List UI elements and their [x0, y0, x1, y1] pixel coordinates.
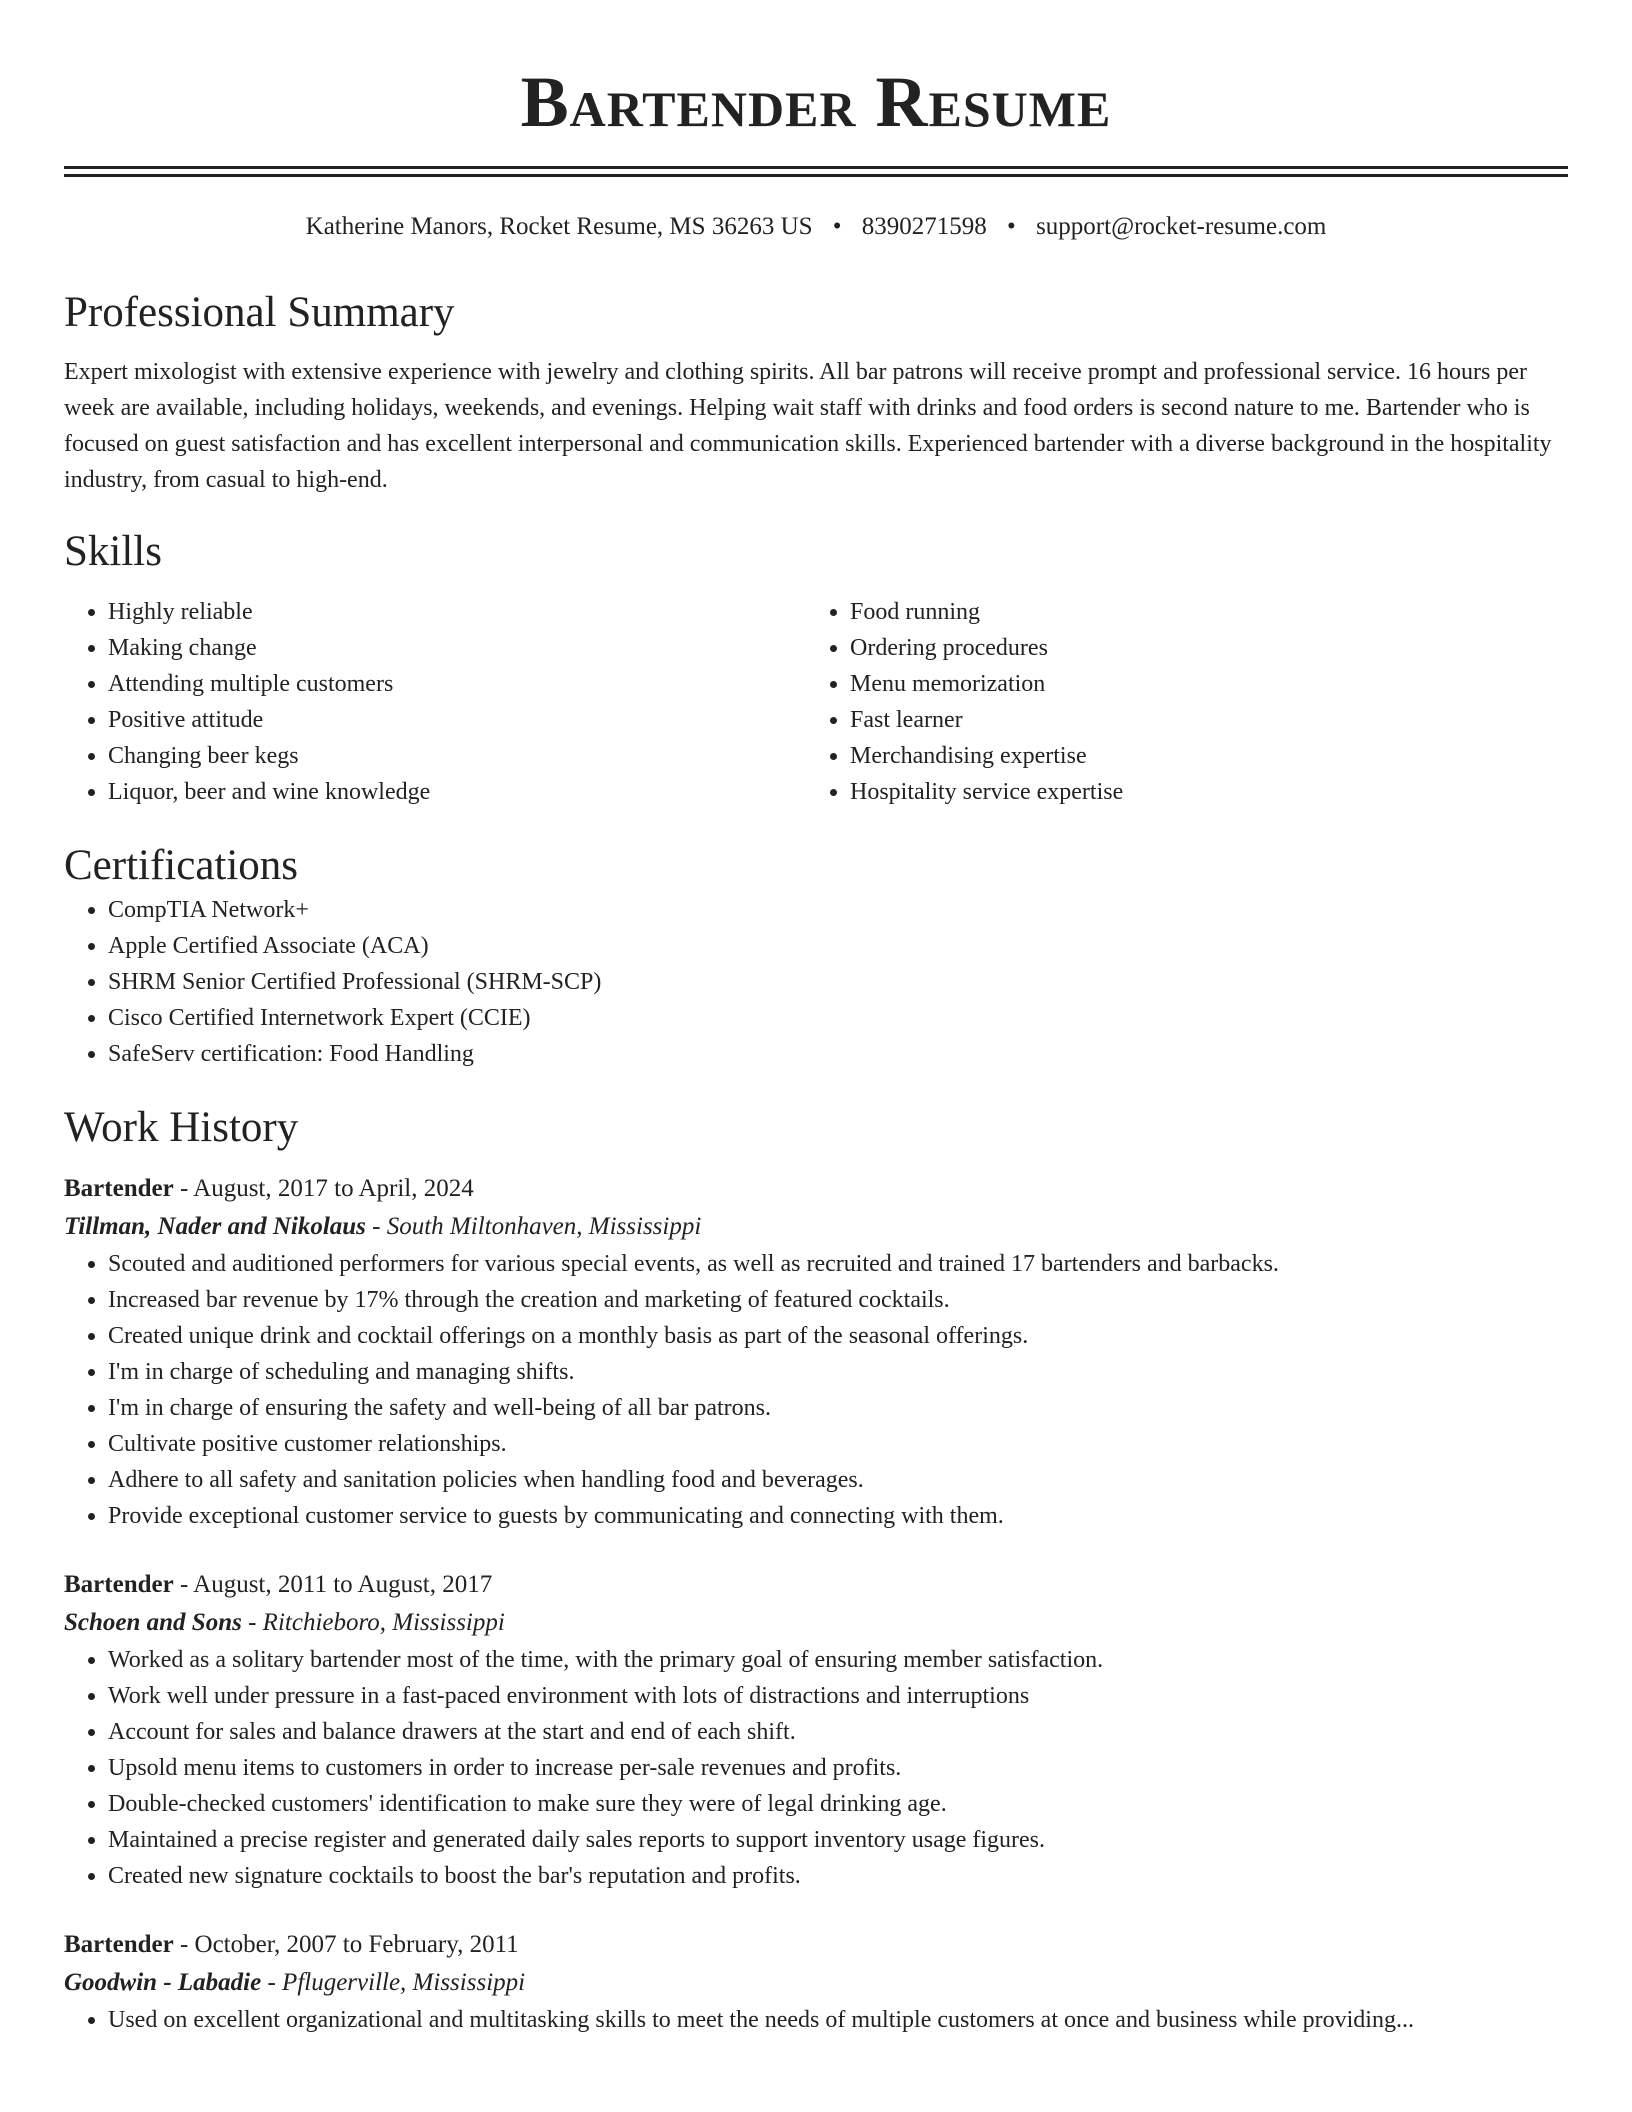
skill-item: • Ordering procedures [850, 630, 1548, 666]
skill-item: • Liquor, beer and wine knowledge [108, 774, 806, 810]
summary-heading: Professional Summary [64, 289, 455, 336]
job-duty-item: • Adhere to all safety and sanitation policies when handling food and beverages. [108, 1462, 1568, 1498]
job-duty-item: • Worked as a solitary bartender most of the time, with the primary goal of ensuring member satisfaction. [108, 1642, 1568, 1678]
skill-item: • Highly reliable [108, 594, 806, 630]
job-employer-line [64, 1964, 1568, 2002]
job-duty-item: • Increased bar revenue by 17% through the creation and marketing of featured cocktails. [108, 1282, 1568, 1318]
skill-item: • Changing beer kegs [108, 738, 806, 774]
job-entry [64, 1566, 1568, 1894]
contact-phone: 8390271598 [861, 213, 987, 240]
job-duty-item: • Cultivate positive customer relationships. [108, 1426, 1568, 1462]
job-employer: Tillman, Nader and Nikolaus [64, 1213, 366, 1240]
job-duty-item: • Scouted and auditioned performers for various special events, as well as recruited and trained 17 bartenders and barbacks. [108, 1246, 1568, 1282]
job-duties-list [64, 2002, 1568, 2038]
job-duty-item: • Maintained a precise register and generated daily sales reports to support inventory usage figures. [108, 1822, 1568, 1858]
job-location: - South Miltonhaven, Mississippi [365, 1213, 702, 1240]
job-title: Bartender [64, 1931, 174, 1958]
job-title: Bartender [64, 1571, 174, 1598]
job-entry [64, 1926, 1568, 2038]
job-duty-item: • Provide exceptional customer service to guests by communicating and connecting with them. [108, 1498, 1568, 1534]
skill-item: • Hospitality service expertise [850, 774, 1548, 810]
job-duty-item: • Work well under pressure in a fast-paced environment with lots of distractions and interruptions [108, 1678, 1568, 1714]
job-title-line [64, 1566, 1568, 1604]
certifications-heading: Certifications [64, 842, 299, 889]
job-location: - Pflugerville, Mississippi [261, 1969, 526, 1996]
job-employer: Schoen and Sons [64, 1609, 242, 1636]
skill-item: • Merchandising expertise [850, 738, 1548, 774]
job-title-line [64, 1170, 1568, 1208]
contact-email: support@rocket-resume.com [1036, 213, 1327, 240]
skills-column-right [806, 594, 1548, 810]
skill-item: • Positive attitude [108, 702, 806, 738]
job-duty-item: • Created new signature cocktails to boost the bar's reputation and profits. [108, 1858, 1568, 1894]
contact-separator: • [1007, 213, 1016, 240]
title-rule-top [64, 166, 1568, 169]
job-dates: - August, 2011 to August, 2017 [173, 1571, 493, 1598]
certification-item: • Cisco Certified Internetwork Expert (CCIE) [108, 1000, 1568, 1036]
skill-item: • Attending multiple customers [108, 666, 806, 702]
job-dates: - October, 2007 to February, 2011 [173, 1931, 519, 1958]
skill-item: • Making change [108, 630, 806, 666]
skills-list-left [64, 594, 806, 810]
job-duties-list [64, 1246, 1568, 1534]
job-duty-item: • Account for sales and balance drawers at the start and end of each shift. [108, 1714, 1568, 1750]
job-location: - Ritchieboro, Mississippi [241, 1609, 505, 1636]
job-duty-item: • Upsold menu items to customers in order to increase per-sale revenues and profits. [108, 1750, 1568, 1786]
job-entry [64, 1170, 1568, 1534]
skills-grid [64, 594, 1568, 810]
summary-text: Expert mixologist with extensive experience with jewelry and clothing spirits. All bar patrons will receive prompt and professional service. 16 hours per week are available, including holidays, weekends, and evenings. Helping wait staff with drinks and food orders is second nature to me. Bartender who is focused on guest satisfaction and has excellent interpersonal and communication skills. Experienced bartender with a diverse background in the hospitality industry, from casual to high-end. [64, 359, 1552, 493]
work-history-heading: Work History [64, 1104, 299, 1151]
certification-item: • SafeServ certification: Food Handling [108, 1036, 1568, 1072]
contact-separator: • [832, 213, 842, 240]
job-dates: - August, 2017 to April, 2024 [173, 1175, 474, 1202]
certifications-list [64, 892, 1568, 1072]
skills-list-right [806, 594, 1548, 810]
job-employer-line [64, 1208, 1568, 1246]
skill-item: • Fast learner [850, 702, 1548, 738]
certification-item: • CompTIA Network+ [108, 892, 1568, 928]
skills-heading: Skills [64, 528, 162, 575]
job-duty-item: • Double-checked customers' identification to make sure they were of legal drinking age. [108, 1786, 1568, 1822]
job-duty-item: • Created unique drink and cocktail offerings on a monthly basis as part of the seasonal offerings. [108, 1318, 1568, 1354]
job-duties-list [64, 1642, 1568, 1894]
certification-item: • SHRM Senior Certified Professional (SHRM-SCP) [108, 964, 1568, 1000]
contact-address: Katherine Manors, Rocket Resume, MS 36263 US [305, 213, 813, 240]
resume-title: Bartender Resume [520, 62, 1112, 142]
job-title: Bartender [64, 1175, 174, 1202]
job-employer-line [64, 1604, 1568, 1642]
job-duty-item: • I'm in charge of scheduling and managing shifts. [108, 1354, 1568, 1390]
title-rule-bottom [64, 174, 1568, 177]
certification-item: • Apple Certified Associate (ACA) [108, 928, 1568, 964]
job-duty-item: • Used on excellent organizational and multitasking skills to meet the needs of multiple customers at once and business while providing... [108, 2002, 1568, 2038]
skill-item: • Menu memorization [850, 666, 1548, 702]
job-title-line [64, 1926, 1568, 1964]
job-employer: Goodwin - Labadie [64, 1969, 262, 1996]
skills-column-left [64, 594, 806, 810]
resume-page [64, 0, 1568, 2038]
contact-line [64, 211, 1568, 243]
skill-item: • Food running [850, 594, 1548, 630]
job-duty-item: • I'm in charge of ensuring the safety and well-being of all bar patrons. [108, 1390, 1568, 1426]
